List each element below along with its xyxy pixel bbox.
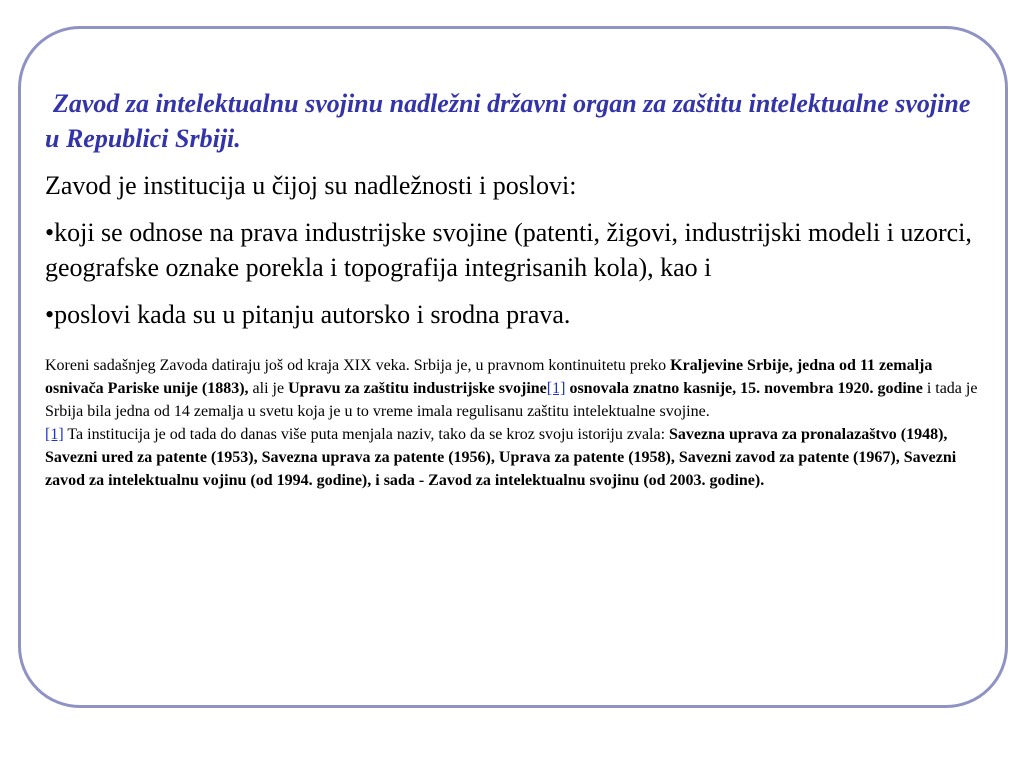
bullet-item: •koji se odnose na prava industrijske svojine (patenti, žigovi, industrijski modeli i uzorci, geografske oznake porekla i topografija integrisanih kola), kao i bbox=[45, 218, 972, 282]
slide-title bbox=[45, 86, 990, 156]
footnote-text: Ta institucija je od tada do danas više puta menjala naziv, tako da se kroz svoju istoriju zvala: bbox=[63, 426, 670, 443]
footnote-link[interactable]: [1] bbox=[546, 380, 566, 397]
history-text: ali je bbox=[248, 380, 289, 397]
slide-title-text: Zavod za intelektualnu svojinu nadležni državni organ za zaštitu intelektualne svojine u Republici Srbiji. bbox=[45, 89, 971, 153]
history-paragraph bbox=[45, 354, 990, 492]
history-bold-text: osnovala znatno kasnije, 15. novembra 1920. godine bbox=[565, 380, 923, 397]
footnote-ref-link[interactable]: [1] bbox=[45, 426, 64, 443]
history-text: Koreni sadašnjeg Zavoda datiraju još od kraja XIX veka. Srbija je, u pravnom kontinuitetu preko bbox=[45, 357, 671, 374]
intro-paragraph: Zavod je institucija u čijoj su nadležnosti i poslovi: bbox=[45, 171, 577, 200]
history-text: i tada je Srbija bila jedna od 14 zemalja u svetu koja je u to vreme imala regulisanu zaštitu intelektualne svojine. bbox=[45, 380, 978, 420]
bullet-item: •poslovi kada su u pitanju autorsko i srodna prava. bbox=[45, 300, 571, 329]
slide-content bbox=[45, 86, 990, 492]
history-bold-text: Upravu za zaštitu industrijske svojine bbox=[288, 380, 547, 397]
footnote-bold-text: Savezna uprava za pronalazaštvo (1948), Savezni ured za patente (1953), Savezna uprava za patente (1956), Uprava za patente (1958), Savezni zavod za patente (1967), Savezni zavod za intelektualnu vojinu (od 1994. godine), i sada - Zavod za intelektualnu svojinu (od 2003. godine). bbox=[45, 426, 957, 489]
history-bold-text: Kraljevine Srbije, jedna od 11 zemalja osnivača Pariske unije (1883), bbox=[45, 357, 933, 397]
